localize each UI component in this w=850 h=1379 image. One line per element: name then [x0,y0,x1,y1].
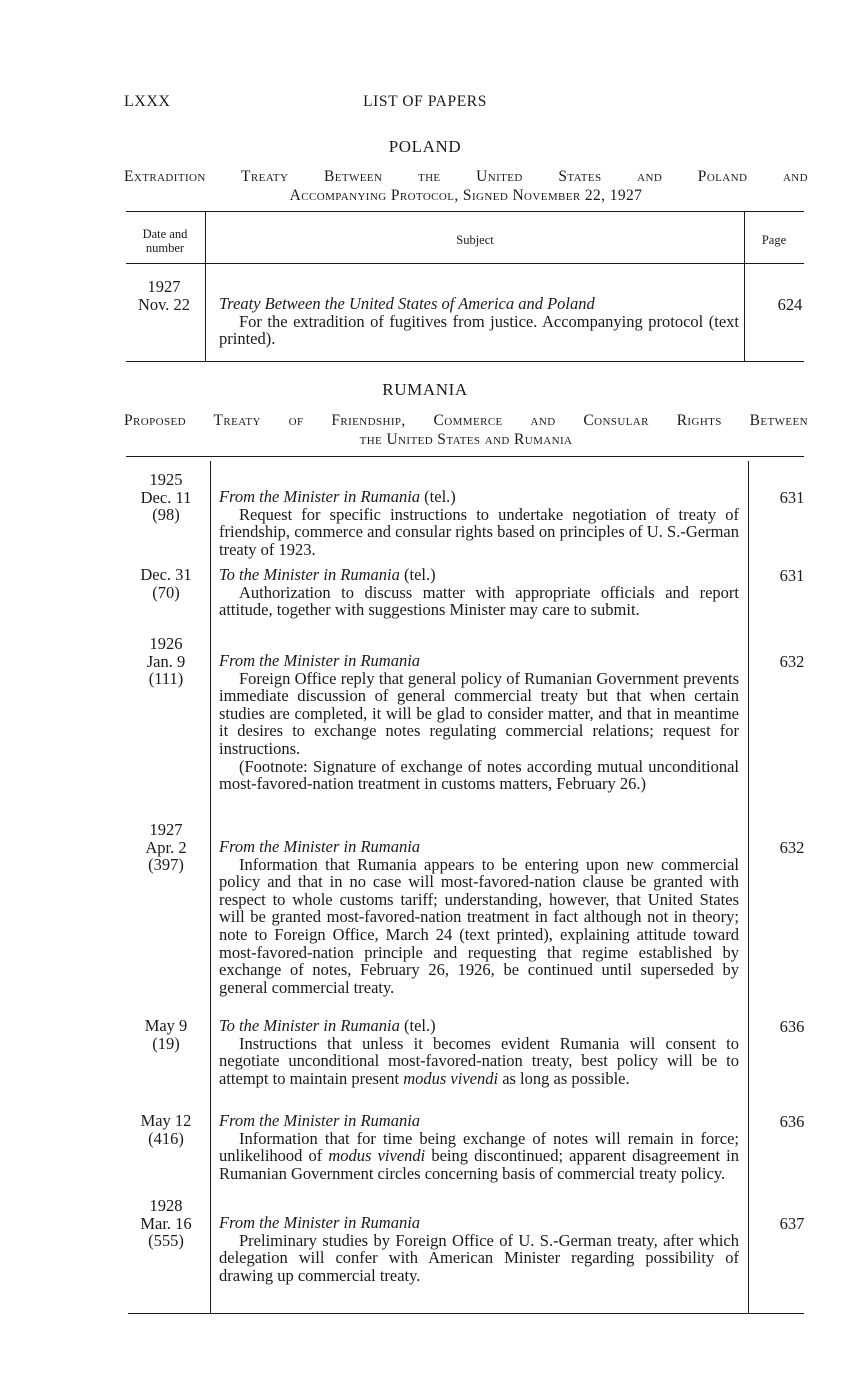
entry-date [126,278,202,313]
entry-number: (19) [152,1033,180,1053]
entry-heading: From the Minister in Rumania [219,837,421,856]
entry-number: (111) [148,669,184,688]
header-rule [126,263,804,264]
section-title-rumania [124,411,808,449]
column-header-line: Date and [142,227,188,241]
entry-page: 632 [779,838,805,857]
entry-footnote: (Footnote: Signature of exchange of notes according mutual unconditional most-favored-nation treatment in customs matters, February 26.) [219,756,739,794]
entry-heading: From the Minister in Rumania (tel.) [219,487,456,506]
entry-body: Request for specific instructions to undertake negotiation of treaty of friendship, commerce and consular rights based on principles of U. S.-German treaty of 1923. [219,504,739,559]
entry-subject [219,488,739,558]
entry-date [128,471,204,524]
entry-heading: Treaty Between the United States of America and Poland [219,294,595,313]
entry-year: 1927 [147,277,181,296]
entry-day: Dec. 31 [140,565,192,584]
entry-heading: To the Minister in Rumania (tel.) [219,1016,436,1035]
entry-page: 631 [779,566,805,585]
entry-day: Apr. 2 [145,837,187,857]
entry-page: 636 [779,1017,805,1036]
entry-page: 624 [777,295,803,314]
entry-number: (555) [148,1231,184,1250]
entry-subject [219,1214,739,1284]
entry-number: (416) [148,1128,184,1148]
entry-body: Foreign Office reply that general policy of Rumanian Government prevents immediate discussion of general commercial treaty but that when certain studies are completed, it will be glad to consider matter, and that in meantime it desires to exchange notes regulating commercial relations; request for instructions. [219,668,739,758]
section-title-line: Extradition Treaty Between the United States and Poland and [124,168,808,185]
table-bottom-rule [128,1313,804,1314]
entry-date [128,1017,204,1052]
entry-subject [219,295,739,348]
entry-day: Jan. 9 [146,651,186,671]
entry-number: (397) [148,855,184,874]
entry-number: (70) [152,582,180,602]
entry-date [128,566,204,601]
table-top-rule [126,211,804,212]
entry-body: Information that for time being exchange of notes will remain in force; unlikelihood of modus vivendi being discontinued; apparent disagreement in Rumanian Government circles concerning basis of commercial treaty policy. [219,1128,739,1183]
entry-year: 1925 [149,470,183,489]
entry-page: 637 [779,1214,805,1233]
page-number: LXXX [124,93,171,110]
column-header-subject: Subject [456,233,494,247]
entry-day: Mar. 16 [140,1213,192,1233]
entry-heading: From the Minister in Rumania [219,1213,421,1232]
section-heading-rumania: RUMANIA [382,380,468,399]
entry-subject [219,1112,739,1182]
entry-heading: To the Minister in Rumania (tel.) [219,565,436,584]
entry-day: Dec. 11 [140,487,192,507]
entry-body: Preliminary studies by Foreign Office of U. S.-German treaty, after which delegation will confer with American Minister regarding possibility of drawing up commercial treaty. [219,1230,739,1285]
entry-year: 1926 [149,634,183,653]
entry-date [128,1197,204,1250]
column-header-page: Page [761,233,787,247]
section-heading-poland: POLAND [388,137,462,156]
entry-year: 1927 [149,820,183,839]
entry-page: 636 [779,1112,805,1131]
entry-heading: From the Minister in Rumania [219,1111,421,1130]
entry-day: May 9 [144,1016,188,1035]
column-header-date [126,227,204,255]
entry-heading: From the Minister in Rumania [219,651,421,670]
table-bottom-rule [126,361,804,362]
section-title-line: Proposed Treaty of Friendship, Commerce and Consular Rights Between [124,412,808,429]
entry-number: (98) [152,505,180,524]
column-divider [748,461,749,1313]
entry-date [128,635,204,688]
column-header-line: number [145,241,185,255]
table-top-rule [126,456,804,457]
entry-subject [219,652,739,793]
entry-body: Instructions that unless it becomes evident Rumania will consent to negotiate unconditional most-favored-nation treaty, best policy will be to attempt to maintain present modus vivendi as long as possible. [219,1033,739,1088]
entry-body: For the extradition of fugitives from justice. Accompanying protocol (text printed). [219,311,739,349]
entry-subject [219,566,739,619]
entry-year: 1928 [149,1196,183,1215]
entry-subject [219,838,739,996]
entry-day: Nov. 22 [137,294,191,314]
entry-body: Authorization to discuss matter with appropriate officials and report attitude, together with suggestions Minister may care to submit. [219,582,739,620]
entry-page: 631 [779,488,805,507]
entry-body: Information that Rumania appears to be entering upon new commercial policy and that in no case will most-favored-nation clause be granted with respect to whole customs tariff; understanding, however, that United States will be granted most-favored-nation treatment in fact although not in theory; note to Foreign Office, March 24 (text printed), explaining attitude toward most-favored-nation principle and requesting that regime established by exchange of notes, February 26, 1926, be continued until superseded by general commercial treaty. [219,854,739,997]
entry-subject [219,1017,739,1087]
section-title-poland [124,167,808,205]
section-title-line: Accompanying Protocol, Signed November 22, 1927 [289,187,643,204]
section-title-line: the United States and Rumania [359,431,573,448]
entry-date [128,1112,204,1147]
entry-date [128,821,204,874]
running-title: LIST OF PAPERS [363,93,487,110]
entry-day: May 12 [140,1111,192,1130]
entry-page: 632 [779,652,805,671]
column-divider [210,461,211,1313]
